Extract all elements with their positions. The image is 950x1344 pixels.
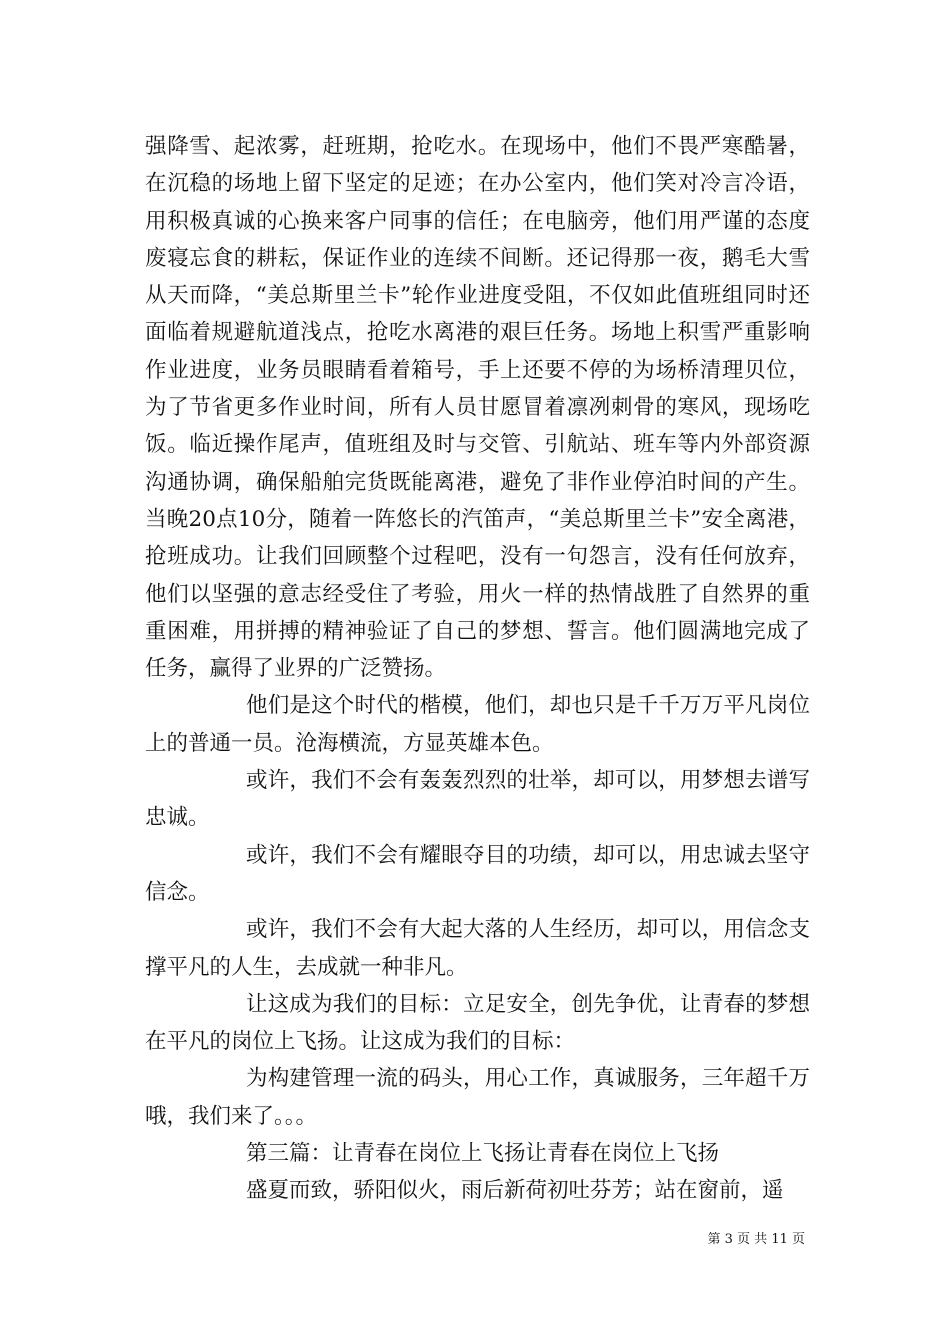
paragraph-role-models: 他们是这个时代的楷模，他们，却也只是千千万万平凡岗位上的普通一员。沧海横流，方显英雄本色。 (145, 693, 810, 756)
document-body (145, 128, 810, 1210)
paragraph-goal: 让这成为我们的目标：立足安全，创先争优，让青春的梦想在平凡的岗位上飞扬。让这成为我们的目标： (145, 991, 810, 1055)
paragraph-perhaps-life: 或许，我们不会有大起大落的人生经历，却可以，用信念支撑平凡的人生，去成就一种非凡。 (145, 917, 810, 980)
paragraph-story: 强降雪、起浓雾，赶班期，抢吃水。在现场中，他们不畏严寒酷暑，在沉稳的场地上留下坚定的足迹；在办公室内，他们笑对冷言冷语，用积极真诚的心换来客户同事的信任；在电脑旁，他们用严谨的态度废寝忘食的耕耘，保证作业的连续不间断。还记得那一夜，鹅毛大雪从天而降，“美总斯里兰卡”轮作业进度受阻，不仅如此值班组同时还面临着规避航道浅点，抢吃水离港的艰巨任务。场地上积雪严重影响作业进度，业务员眼睛看着箱号，手上还要不停的为场桥清理贝位，为了节省更多作业时间，所有人员甘愿冒着凛冽刺骨的寒风，现场吃饭。临近操作尾声，值班组及时与交管、引航站、班车等内外部资源沟通协调，确保船舶完货既能离港，避免了非作业停泊时间的产生。当晚20点10分，随着一阵悠长的汽笛声，“美总斯里兰卡”安全离港，抢班成功。让我们回顾整个过程吧，没有一句怨言，没有任何放弃，他们以坚强的意志经受住了考验，用火一样的热情战胜了自然界的重重困难，用拼搏的精神验证了自己的梦想、誓言。他们圆满地完成了任务，赢得了业界的广泛赞扬。 (145, 134, 810, 682)
section-heading: 第三篇：让青春在岗位上飞扬让青春在岗位上飞扬 (246, 1141, 720, 1167)
paragraph-perhaps-belief: 或许，我们不会有耀眼夺目的功绩，却可以，用忠诚去坚守信念。 (145, 842, 810, 905)
paragraph-perhaps-loyalty: 或许，我们不会有轰轰烈烈的壮举，却可以，用梦想去谱写忠诚。 (145, 768, 810, 831)
paragraph-summer: 盛夏而致，骄阳似火，雨后新荷初吐芬芳；站在窗前，遥 (246, 1178, 784, 1204)
page-number-footer: 第 3 页 共 11 页 (707, 1232, 805, 1247)
paragraph-commitment: 为构建管理一流的码头，用心工作，真诚服务，三年超千万哦，我们来了。。。 (145, 1066, 810, 1129)
